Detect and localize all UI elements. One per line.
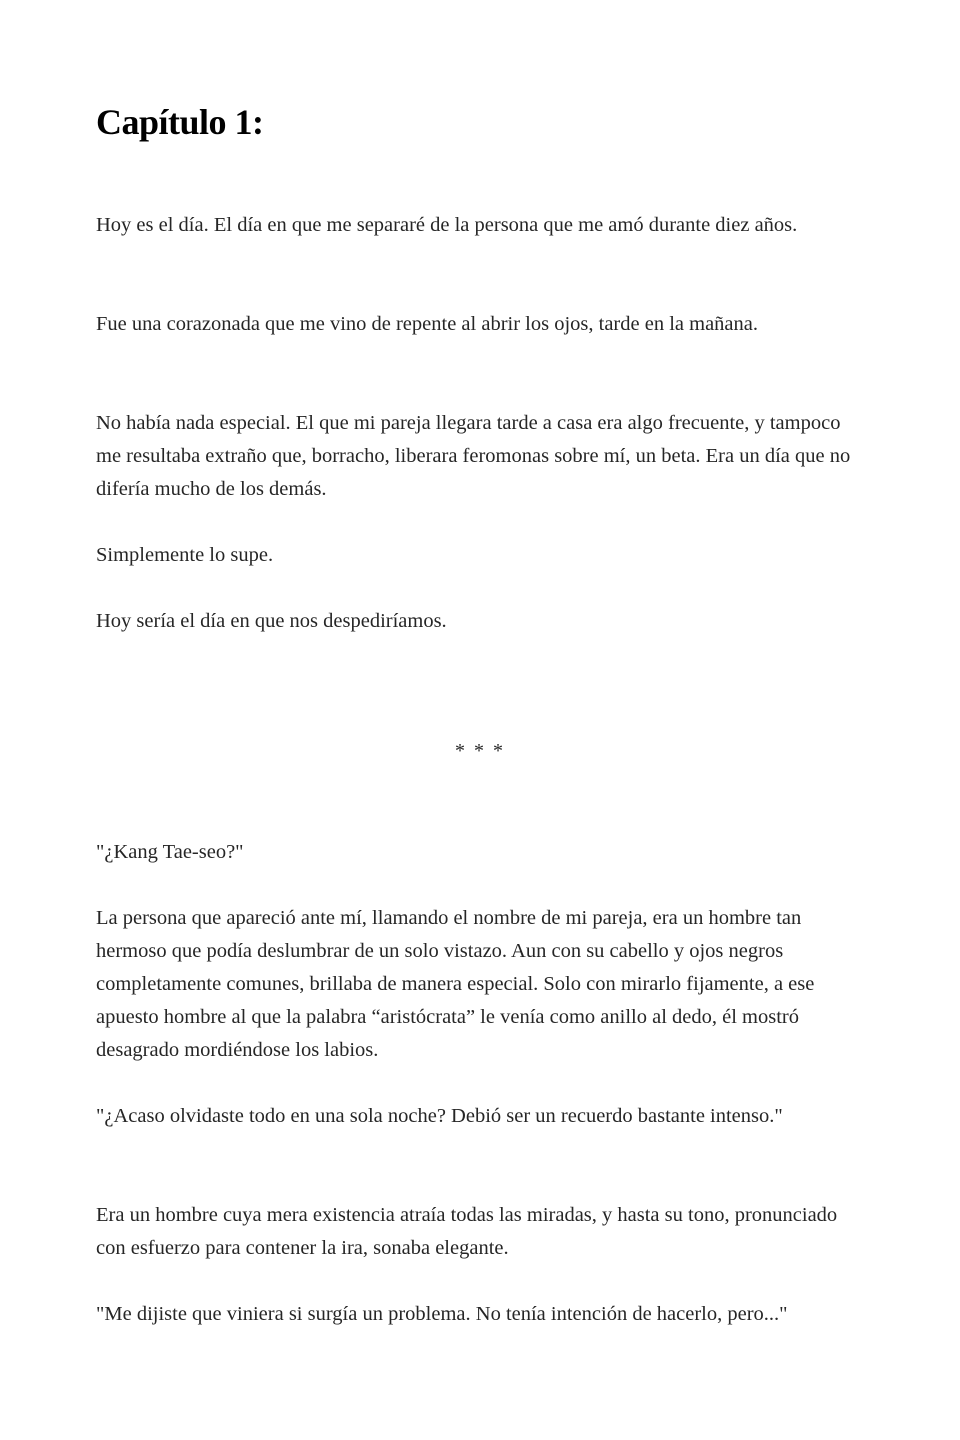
paragraph: Hoy sería el día en que nos despediríamos. [96, 610, 447, 632]
paragraph: No había nada especial. El que mi pareja llegara tarde a casa era algo frecuente, y tampoco me resultaba extraño que, borracho, liberara feromonas sobre mí, un beta. Era un día que no difería mucho de los demás. [96, 412, 851, 500]
chapter-title: Capítulo 1: [96, 102, 264, 142]
paragraph: Era un hombre cuya mera existencia atraía todas las miradas, y hasta su tono, pronunciado con esfuerzo para contener la ira, sonaba elegante. [96, 1204, 838, 1259]
paragraph: Simplemente lo supe. [96, 544, 274, 566]
paragraph: Hoy es el día. El día en que me separaré de la persona que me amó durante diez años. [96, 214, 798, 236]
paragraph: Fue una corazonada que me vino de repente al abrir los ojos, tarde en la mañana. [96, 313, 758, 335]
paragraph: La persona que apareció ante mí, llamando el nombre de mi pareja, era un hombre tan hermoso que podía deslumbrar de un solo vistazo. Aun con su cabello y ojos negros completamente comunes, brillaba de manera especial. Solo con mirarlo fijamente, a ese apuesto hombre al que la palabra “aristócrata” le venía como anillo al dedo, él mostró desagrado mordiéndose los labios. [96, 907, 815, 1061]
paragraph: "¿Acaso olvidaste todo en una sola noche? Debió ser un recuerdo bastante intenso." [96, 1105, 783, 1127]
paragraph: "¿Kang Tae-seo?" [96, 841, 244, 863]
paragraph: "Me dijiste que viniera si surgía un problema. No tenía intención de hacerlo, pero..." [96, 1303, 788, 1325]
scene-separator: * * * [455, 740, 505, 762]
